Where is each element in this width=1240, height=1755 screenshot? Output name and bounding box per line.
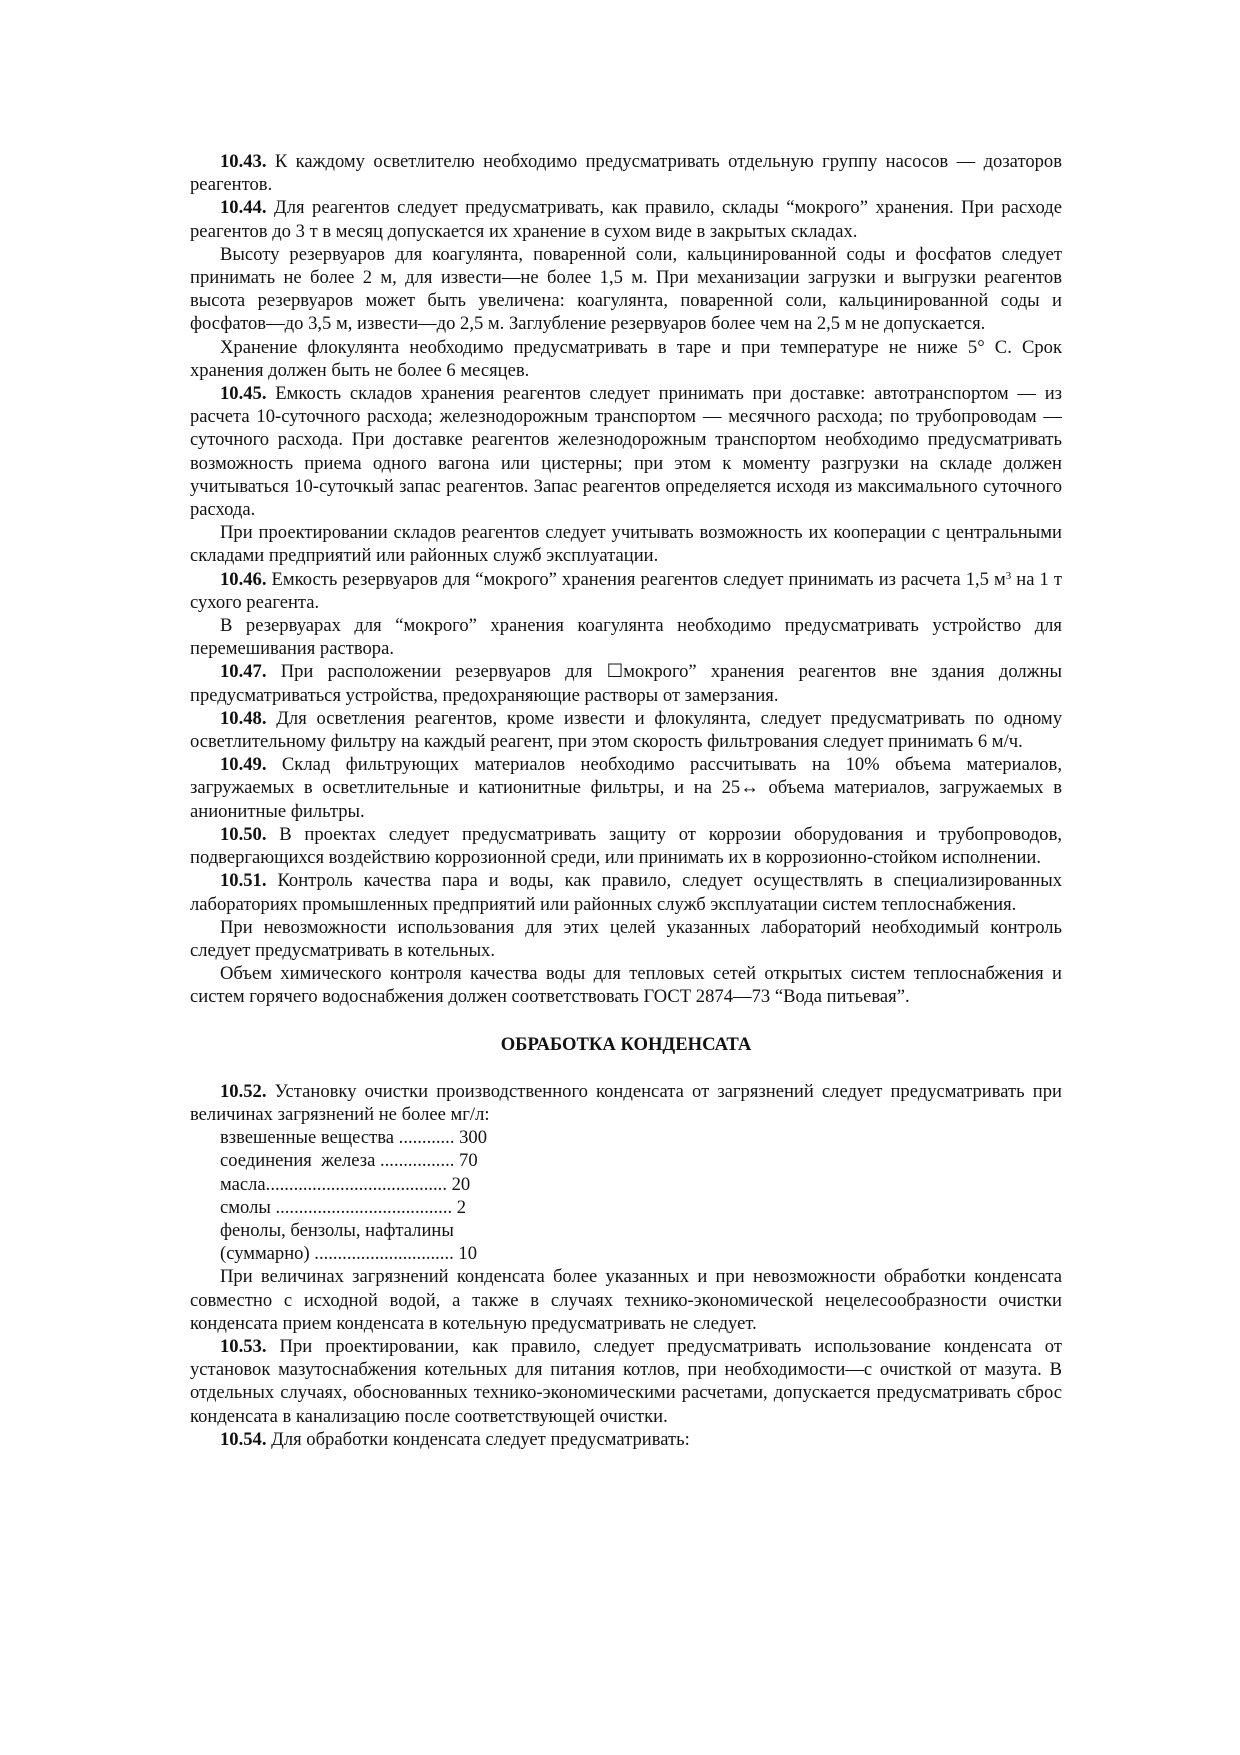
clause-number: 10.54. <box>220 1428 267 1450</box>
paragraph-text: Емкость резервуаров для “мокрого” хранения реагентов следует принимать из расчета 1,5 м <box>266 568 1006 590</box>
section-heading: ОБРАБОТКА КОНДЕНСАТА <box>500 1033 752 1055</box>
paragraph-10-47 <box>190 660 1062 706</box>
paragraph-10-51 <box>190 869 1062 915</box>
paragraphs-before <box>190 150 1062 568</box>
paragraph-lab-control <box>190 916 1062 962</box>
paragraph-mixing-device <box>190 614 1062 660</box>
clause-number: 10.46. <box>220 568 267 590</box>
paragraph-10-44 <box>190 196 1062 242</box>
clause-number: 10.43. <box>220 151 267 172</box>
clause-number: 10.52. <box>220 1080 267 1102</box>
paragraph-10-43 <box>190 150 1062 196</box>
paragraph-excess-contamination <box>190 1265 1062 1335</box>
paragraph-10-52 <box>190 1080 1062 1126</box>
list-item: соединения железа ................ 70 <box>220 1150 478 1172</box>
clause-number: 10.50. <box>220 823 267 845</box>
paragraph-text: При расположении резервуаров для ☐мокрого” хранения реагентов вне здания должны предусматриваться устройства, предохраняющие растворы от замерзания. <box>190 661 1062 706</box>
contaminant-limits-list <box>190 1126 1062 1265</box>
paragraph-text: Для реагентов следует предусматривать, как правило, склады “мокрого” хранения. При расходе реагентов до 3 т в месяц допускается их хранение в сухом виде в закрытых складах. <box>190 197 1062 242</box>
paragraph-text: Хранение флокулянта необходимо предусматривать в таре и при температуре не ниже 5° С. Срок хранения должен быть не более 6 месяцев. <box>190 336 1062 381</box>
paragraph-text: Для обработки конденсата следует предусматривать: <box>266 1428 690 1450</box>
list-item: смолы ...................................... 2 <box>220 1196 467 1218</box>
clause-number: 10.49. <box>220 754 267 776</box>
paragraph-10-49 <box>190 753 1062 823</box>
clause-number: 10.47. <box>220 661 267 683</box>
paragraphs-middle <box>190 614 1062 1008</box>
paragraph-text: Установку очистки производственного конденсата от загрязнений следует предусматривать при величинах загрязнений не более мг/л: <box>190 1080 1062 1125</box>
paragraph-10-53 <box>190 1335 1062 1428</box>
clause-number: 10.51. <box>220 870 267 892</box>
paragraph-tank-height <box>190 243 1062 336</box>
paragraph-10-45 <box>190 382 1062 521</box>
list-item: (суммарно) .............................. 10 <box>220 1243 477 1265</box>
paragraph-text: Для осветления реагентов, кроме извести и флокулянта, следует предусматривать по одному осветлительному фильтру на каждый реагент, при этом скорость фильтрования следует принимать 6 м/ч. <box>190 707 1062 753</box>
paragraph-10-50 <box>190 823 1062 869</box>
paragraph-flocculant-storage <box>190 336 1062 382</box>
clause-number: 10.53. <box>220 1335 267 1357</box>
list-item: фенолы, бензолы, нафталины <box>220 1219 454 1241</box>
clause-number: 10.44. <box>220 197 267 219</box>
paragraph-text: При невозможности использования для этих целей указанных лабораторий необходимый контроль следует предусматривать в котельных. <box>190 916 1062 961</box>
paragraph-text: В резервуарах для “мокрого” хранения коагулянта необходимо предусматривать устройство для перемешивания раствора. <box>190 615 1062 660</box>
paragraph-chemical-control <box>190 962 1062 1008</box>
paragraph-10-46 <box>190 568 1062 614</box>
list-item: взвешенные вещества ............ 300 <box>220 1127 488 1149</box>
clause-number: 10.45. <box>220 383 267 405</box>
paragraph-text: на 1 т сухого реагента. <box>190 568 1062 613</box>
paragraph-text: Емкость складов хранения реагентов следует принимать при доставке: автотранспортом — из расчета 10-суточного расхода; железнодорожным транспортом — месячного расхода; по трубопроводам — суточного расхода. При доставке реагентов железнодорожным транспортом необходимо предусматривать возможность приема одного вагона или цистерны; при этом к моменту разгрузки на складе должен учитываться 10-суточкый запас реагентов. Запас реагентов определяется исходя из максимального суточного расхода. <box>190 383 1062 521</box>
paragraph-text: При величинах загрязнений конденсата более указанных и при невозможности обработки конденсата совместно с исходной водой, а также в случаях технико-экономической нецелесообразности очистки конденсата прием конденсата в котельную предусматривать не следует. <box>190 1266 1062 1334</box>
document-page <box>190 150 1062 1451</box>
paragraph-text: При проектировании, как правило, следует предусматривать использование конденсата от установок мазутоснабжения котельных для питания котлов, при необходимости—с очисткой от мазута. В отдельных случаях, обоснованных технико-экономическими расчетами, допускается предусматривать сброс конденсата в канализацию после соответствующей очистки. <box>190 1335 1062 1427</box>
paragraph-10-54 <box>190 1428 1062 1451</box>
paragraph-10-48 <box>190 707 1062 753</box>
paragraph-text: Высоту резервуаров для коагулянта, поваренной соли, кальцинированной соды и фосфатов следует принимать не более 2 м, для извести—не более 1,5 м. При механизации загрузки и выгрузки реагентов высота резервуаров может быть увеличена: коагулянта, поваренной соли, кальцинированной соды и фосфатов—до 3,5 м, извести—до 2,5 м. Заглубление резервуаров более чем на 2,5 м не допускается. <box>190 243 1062 335</box>
paragraph-text: При проектировании складов реагентов следует учитывать возможность их кооперации с центральными складами предприятий или районных служб эксплуатации. <box>190 522 1062 567</box>
paragraph-text: Склад фильтрующих материалов необходимо рассчитывать на 10% объема материалов, загружаемых в осветлительные и катионитные фильтры, и на 25↔ объема материалов, загружаемых в анионитные фильтры. <box>190 754 1062 822</box>
paragraph-text: Объем химического контроля качества воды для тепловых сетей открытых систем теплоснабжения и систем горячего водоснабжения должен соответствовать ГОСТ 2874—73 “Вода питьевая”. <box>190 963 1062 1008</box>
paragraphs-after <box>190 1265 1062 1451</box>
list-item: масла....................................... 20 <box>220 1173 471 1195</box>
paragraph-text: К каждому осветлителю необходимо предусматривать отдельную группу насосов — дозаторов реагентов. <box>190 151 1062 196</box>
superscript: 3 <box>1005 569 1012 582</box>
paragraph-warehouse-cooperation <box>190 521 1062 567</box>
paragraph-text: Контроль качества пара и воды, как правило, следует осуществлять в специализированных лабораториях промышленных предприятий или районных служб эксплуатации систем теплоснабжения. <box>190 870 1062 915</box>
paragraph-text: В проектах следует предусматривать защиту от коррозии оборудования и трубопроводов, подвергающихся воздействию коррозионной среди, или принимать их в коррозионно-стойком исполнении. <box>190 823 1062 869</box>
clause-number: 10.48. <box>220 707 267 729</box>
